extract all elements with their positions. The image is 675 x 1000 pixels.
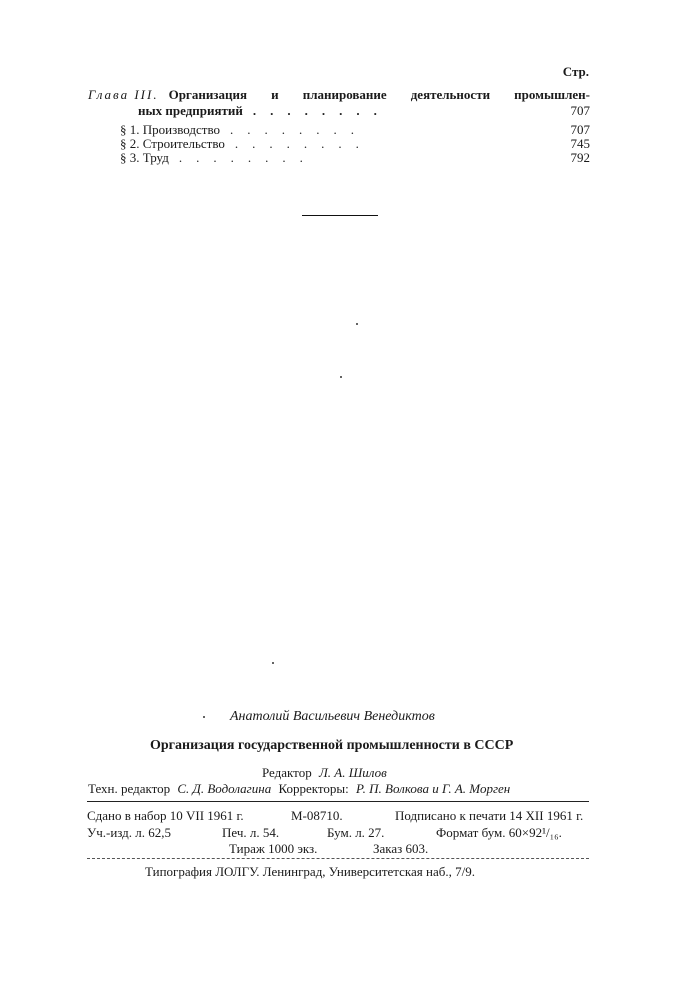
tech-editor-label: Техн. редактор — [88, 781, 171, 796]
toc-section-3 — [120, 150, 590, 166]
order-number: Заказ 603. — [373, 841, 429, 856]
edition-sheets: Уч.-изд. л. 62,5 — [87, 825, 172, 840]
section-label: § 1. Производство — [120, 122, 221, 137]
print-sheets: Печ. л. 54. — [222, 825, 280, 840]
scan-speck — [272, 662, 274, 664]
chapter-prefix: Глава III. — [88, 87, 159, 102]
printer-address: Типография ЛОЛГУ. Ленинград, Университетская наб., 7/9. — [145, 864, 475, 879]
paper-sheets: Бум. л. 27. — [327, 825, 385, 840]
scan-speck — [340, 376, 342, 378]
chapter-title-line2 — [138, 103, 590, 119]
colophon-rule-bottom — [87, 858, 589, 859]
editor-label: Редактор — [262, 765, 312, 780]
author-name: Анатолий Васильевич Венедиктов — [230, 709, 435, 724]
section-label: § 3. Труд — [120, 150, 169, 165]
typeset-date: Сдано в набор 10 VII 1961 г. — [87, 808, 244, 823]
print-run: Тираж 1000 экз. — [229, 841, 318, 856]
section-page: 792 — [570, 150, 590, 165]
license-code: М-08710. — [291, 808, 343, 823]
scan-speck — [356, 323, 358, 325]
editor-name: Л. А. Шилов — [318, 765, 387, 780]
toc-leader: ........ — [234, 136, 373, 151]
chapter-title-text2: ных предприятий — [138, 103, 243, 118]
section-page: 745 — [570, 136, 590, 151]
chapter-title-text1: Организация и планирование деятельности промышлен- — [168, 87, 590, 102]
tech-editor-name: С. Д. Водолагина — [177, 781, 272, 796]
proofreaders-names: Р. П. Волкова и Г. А. Морген — [356, 781, 511, 796]
section-page: 707 — [570, 122, 590, 137]
section-label: § 2. Строительство — [120, 136, 225, 151]
scan-speck — [203, 716, 205, 718]
colophon-rule-top — [87, 801, 589, 802]
chapter-title-block — [88, 87, 590, 103]
paper-format: Формат бум. 60×92¹/₁₆. — [436, 825, 562, 840]
toc-leader: ........ — [178, 150, 317, 165]
proofreaders-label: Корректоры: — [278, 781, 349, 796]
toc-leader: ........ — [252, 103, 391, 118]
toc-leader: ........ — [230, 122, 369, 137]
editor-line — [262, 765, 387, 781]
page-column-header: Стр. — [562, 64, 589, 79]
chapter-page: 707 — [570, 103, 590, 118]
book-title: Организация государственной промышленности в СССР — [150, 738, 514, 753]
separator-rule — [302, 215, 378, 216]
tech-editor-line — [88, 781, 510, 797]
chapter-title-line1 — [88, 87, 590, 103]
signed-date: Подписано к печати 14 XII 1961 г. — [395, 808, 584, 823]
